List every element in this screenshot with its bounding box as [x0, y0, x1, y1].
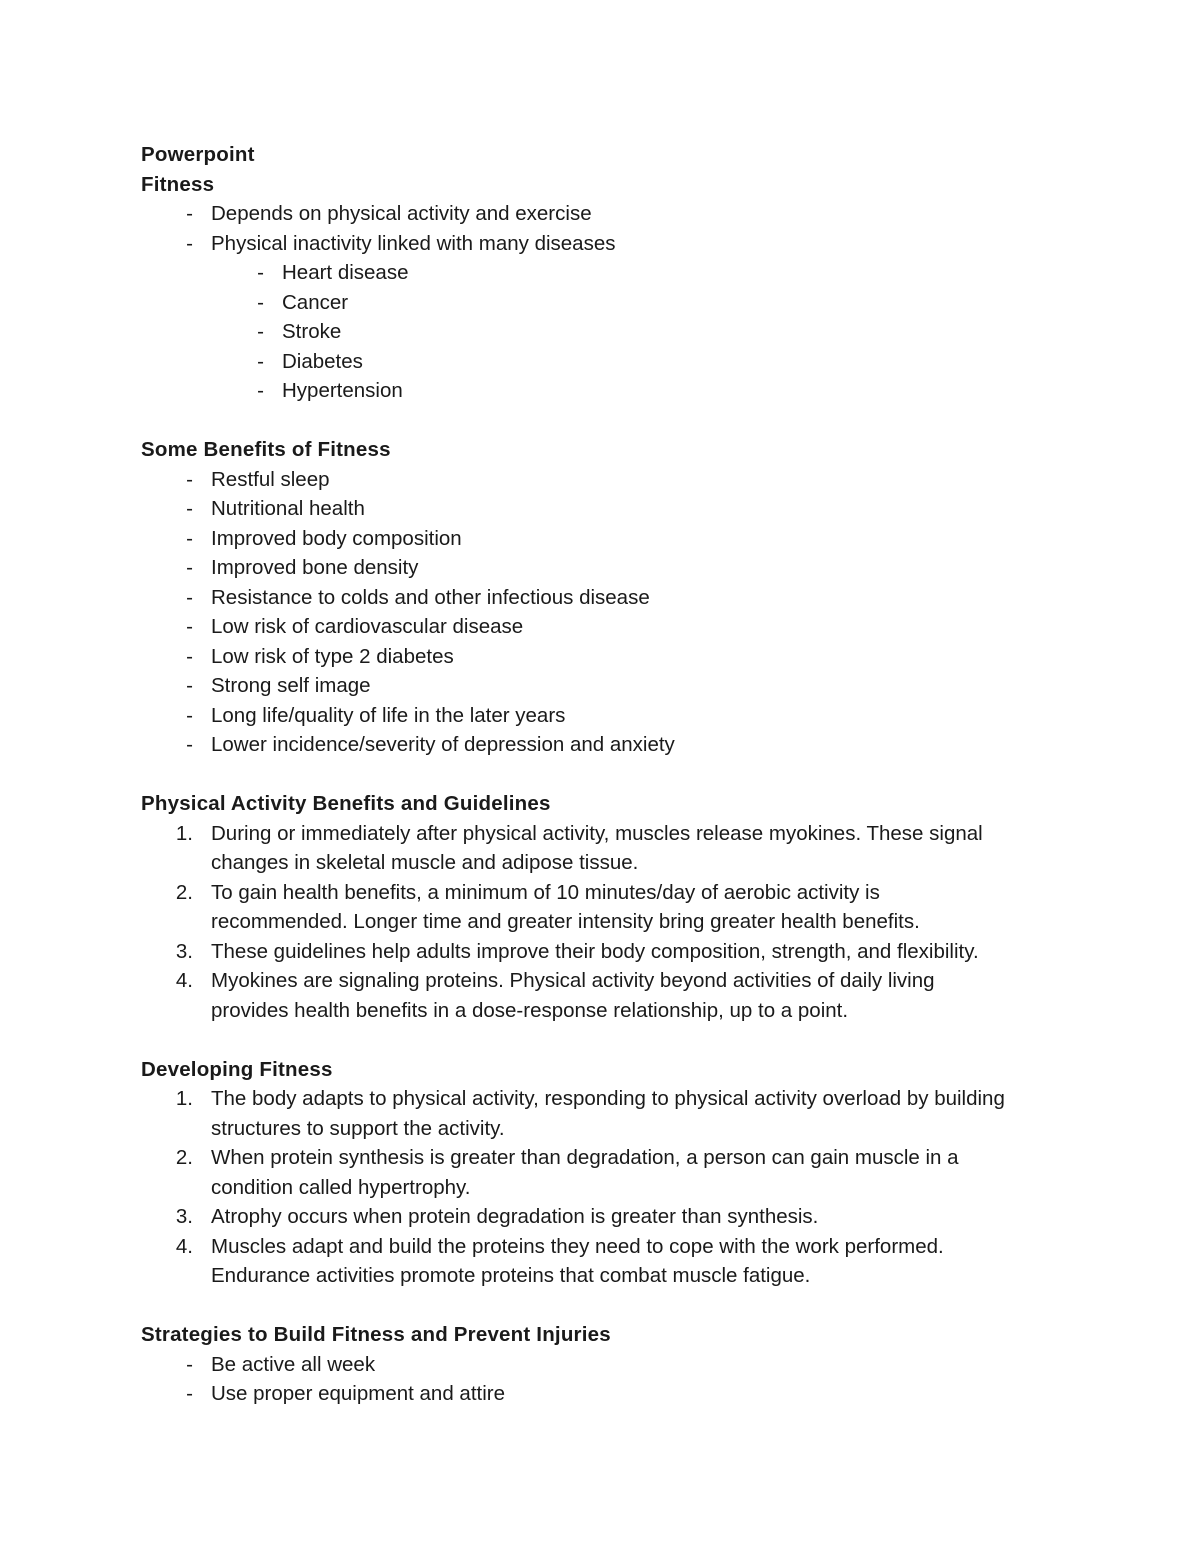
bullet-dash: -: [186, 674, 193, 697]
numbered-list-item: [141, 937, 1081, 967]
numbered-list-item: [141, 966, 1081, 996]
list-item-text: Diabetes: [282, 349, 363, 373]
list-item-text: condition called hypertrophy.: [211, 1175, 471, 1199]
numbered-list-item: [141, 1114, 1081, 1144]
bullet-list-item: [141, 553, 1081, 583]
bullet-dash: -: [186, 644, 193, 668]
bullet-list-item: [141, 583, 1081, 613]
list-item-text: Hypertension: [282, 379, 403, 402]
bullet-dash: -: [257, 379, 264, 402]
bullet-dash: -: [186, 585, 193, 609]
section-spacer: [141, 1291, 1081, 1321]
bullet-dash: -: [186, 1352, 193, 1376]
section: [141, 789, 1081, 1025]
sub-bullet-list-item: [141, 347, 1081, 377]
section: [141, 435, 1081, 760]
list-item-text: During or immediately after physical activity, muscles release myokines. These signal: [211, 821, 983, 845]
sub-bullet-list-item: [141, 288, 1081, 318]
numbered-list-item: [141, 878, 1081, 908]
list-item-text: Nutritional health: [211, 497, 365, 520]
numbered-list-item: [141, 907, 1081, 937]
list-item-text: Be active all week: [211, 1352, 376, 1376]
sub-bullet-list-item: [141, 376, 1081, 406]
list-number: 2.: [175, 880, 193, 904]
document-page: [141, 140, 1081, 1409]
bullet-list-item: [141, 642, 1081, 672]
numbered-list-item: [141, 1173, 1081, 1203]
bullet-dash: -: [257, 349, 264, 373]
bullet-dash: -: [186, 556, 193, 579]
section-heading: Physical Activity Benefits and Guidelines: [141, 792, 551, 815]
section-spacer: [141, 760, 1081, 790]
list-number: 3.: [175, 939, 193, 963]
section-heading: Strategies to Build Fitness and Prevent Injuries: [141, 1323, 611, 1346]
bullet-dash: -: [186, 467, 193, 491]
bullet-dash: -: [257, 320, 264, 343]
bullet-list-item: [141, 199, 1081, 229]
sub-bullet-list-item: [141, 258, 1081, 288]
list-item-text: structures to support the activity.: [211, 1116, 505, 1140]
list-item-text: The body adapts to physical activity, responding to physical activity overload by building: [211, 1087, 1005, 1110]
bullet-list-item: [141, 730, 1081, 760]
list-item-text: Low risk of type 2 diabetes: [211, 644, 454, 668]
list-number: 3.: [175, 1205, 193, 1228]
numbered-list-item: [141, 1261, 1081, 1291]
list-number: 2.: [175, 1146, 193, 1169]
list-item-text: Heart disease: [282, 261, 409, 284]
bullet-dash: -: [186, 1382, 193, 1405]
list-item-text: Endurance activities promote proteins that combat muscle fatigue.: [211, 1264, 811, 1287]
list-number: 4.: [175, 969, 193, 992]
list-item-text: When protein synthesis is greater than degradation, a person can gain muscle in a: [211, 1146, 959, 1169]
list-item-text: recommended. Longer time and greater intensity bring greater health benefits.: [211, 910, 920, 933]
bullet-dash: -: [186, 615, 193, 638]
bullet-dash: -: [186, 526, 193, 550]
numbered-list-item: [141, 996, 1081, 1026]
list-item-text: Improved bone density: [211, 556, 419, 579]
list-item-text: Depends on physical activity and exercise: [211, 202, 592, 225]
list-item-text: Myokines are signaling proteins. Physical activity beyond activities of daily living: [211, 969, 935, 992]
list-item-text: Use proper equipment and attire: [211, 1382, 506, 1405]
list-item-text: Atrophy occurs when protein degradation is greater than synthesis.: [211, 1205, 819, 1228]
list-item-text: Lower incidence/severity of depression and anxiety: [211, 733, 675, 756]
numbered-list-item: [141, 848, 1081, 878]
bullet-dash: -: [186, 733, 193, 756]
list-item-text: Low risk of cardiovascular disease: [211, 615, 524, 638]
section-heading: Powerpoint: [141, 143, 255, 166]
section: [141, 140, 1081, 406]
list-item-text: Cancer: [282, 290, 349, 314]
list-item-text: Long life/quality of life in the later years: [211, 703, 566, 727]
list-item-text: provides health benefits in a dose-response relationship, up to a point.: [211, 998, 849, 1022]
bullet-list-item: [141, 612, 1081, 642]
section-heading: Developing Fitness: [141, 1057, 333, 1081]
bullet-list-item: [141, 701, 1081, 731]
bullet-dash: -: [186, 231, 193, 255]
list-item-text: changes in skeletal muscle and adipose tissue.: [211, 851, 639, 874]
numbered-list-item: [141, 1232, 1081, 1262]
bullet-dash: -: [186, 497, 193, 520]
bullet-list-item: [141, 494, 1081, 524]
bullet-list-item: [141, 1350, 1081, 1380]
bullet-list-item: [141, 524, 1081, 554]
section: [141, 1055, 1081, 1291]
list-item-text: Strong self image: [211, 674, 371, 697]
bullet-list-item: [141, 1379, 1081, 1409]
list-number: 1.: [175, 1087, 193, 1110]
bullet-dash: -: [186, 202, 193, 225]
section-heading: Fitness: [141, 172, 215, 196]
section-spacer: [141, 1025, 1081, 1055]
section: [141, 1320, 1081, 1409]
bullet-list-item: [141, 671, 1081, 701]
list-item-text: Improved body composition: [211, 526, 462, 550]
numbered-list-item: [141, 819, 1081, 849]
section-heading: Some Benefits of Fitness: [141, 438, 391, 461]
list-item-text: These guidelines help adults improve their body composition, strength, and flexibility.: [211, 939, 979, 963]
bullet-list-item: [141, 229, 1081, 259]
section-spacer: [141, 406, 1081, 436]
bullet-dash: -: [257, 261, 264, 284]
list-number: 1.: [175, 821, 193, 845]
bullet-dash: -: [186, 703, 193, 727]
numbered-list-item: [141, 1202, 1081, 1232]
list-item-text: Physical inactivity linked with many diseases: [211, 231, 616, 255]
list-number: 4.: [175, 1234, 193, 1258]
bullet-list-item: [141, 465, 1081, 495]
numbered-list-item: [141, 1084, 1081, 1114]
list-item-text: Resistance to colds and other infectious disease: [211, 585, 650, 609]
sub-bullet-list-item: [141, 317, 1081, 347]
list-item-text: Stroke: [282, 320, 342, 343]
list-item-text: To gain health benefits, a minimum of 10 minutes/day of aerobic activity is: [211, 880, 880, 904]
list-item-text: Restful sleep: [211, 467, 330, 491]
bullet-dash: -: [257, 290, 264, 314]
numbered-list-item: [141, 1143, 1081, 1173]
list-item-text: Muscles adapt and build the proteins they need to cope with the work performed.: [211, 1234, 944, 1258]
